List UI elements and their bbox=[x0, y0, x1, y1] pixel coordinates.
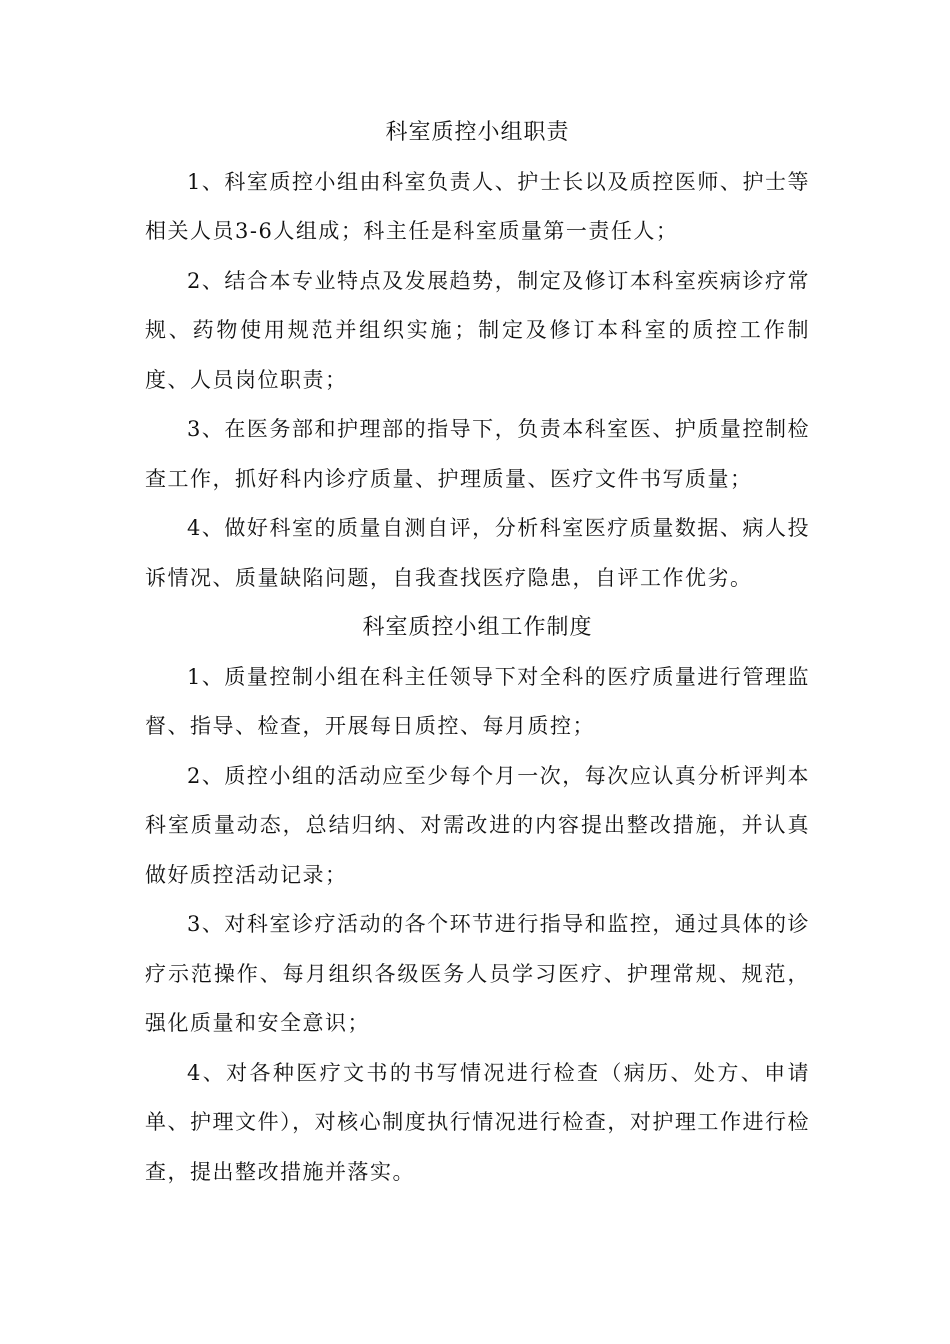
work-rule-item-3: 3、对科室诊疗活动的各个环节进行指导和监控，通过具体的诊疗示范操作、每月组织各级医务人员学习医疗、护理常规、规范，强化质量和安全意识； bbox=[145, 912, 810, 1035]
work-rule-item-2: 2、质控小组的活动应至少每个月一次，每次应认真分析评判本科室质量动态，总结归纳、对需改进的内容提出整改措施，并认真做好质控活动记录； bbox=[145, 763, 810, 887]
responsibility-item-4: 4、做好科室的质量自测自评，分析科室医疗质量数据、病人投诉情况、质量缺陷问题，自我查找医疗隐患，自评工作优劣。 bbox=[145, 516, 810, 590]
work-rule-item-4: 4、对各种医疗文书的书写情况进行检查（病历、处方、申请 单、护理文件），对核心制度执行情况进行检查，对护理工作进行检查，提出整改措施并落实。 bbox=[145, 1060, 833, 1184]
section-title-responsibilities: 科室质控小组职责 bbox=[385, 120, 570, 145]
responsibility-item-2: 2、结合本专业特点及发展趋势，制定及修订本科室疾病诊疗常规、药物使用规范并组织实施；制定及修订本科室的质控工作制度、人员岗位职责； bbox=[145, 268, 810, 392]
document-page bbox=[145, 108, 833, 1197]
section-title-work-rules: 科室质控小组工作制度 bbox=[362, 615, 593, 640]
responsibility-item-1: 1、科室质控小组由科室负责人、护士长以及质控医师、护士等相关人员3-6人组成；科主任是科室质量第一责任人； bbox=[145, 169, 810, 243]
responsibility-item-3: 3、在医务部和护理部的指导下，负责本科室医、护质量控制检查工作，抓好科内诊疗质量、护理质量、医疗文件书写质量； bbox=[145, 417, 810, 491]
work-rule-item-1: 1、质量控制小组在科主任领导下对全科的医疗质量进行管理监督、指导、检查，开展每日质控、每月质控； bbox=[145, 664, 810, 738]
